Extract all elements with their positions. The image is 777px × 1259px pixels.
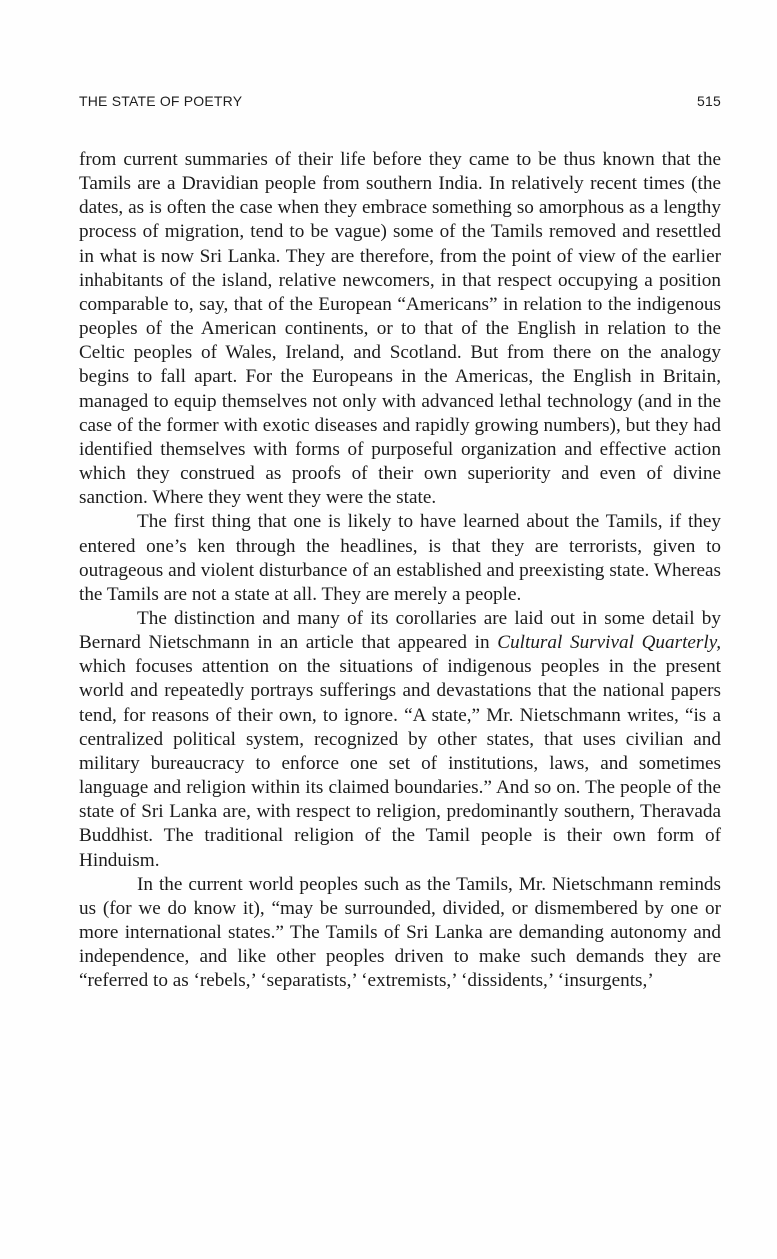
paragraph-3-text-b: which focuses attention on the situations of indigenous peoples in the present world and repeatedly portrays sufferings and devastations that the national papers tend, for reasons of their own, to ignore. “A state,” Mr. Nietschmann writes, “is a centralized political system, recognized by other states, that uses civilian and military bureaucracy to enforce one set of institutions, laws, and sometimes language and religion within its claimed boundaries.” And so on. The people of the state of Sri Lanka are, with respect to religion, predominantly southern, Theravada Buddhist. The traditional religion of the Tamil people is their own form of Hinduism. — [79, 656, 721, 871]
page-number: 515 — [697, 93, 721, 109]
paragraph-1: from current summaries of their life before they came to be thus known that the Tamils are a Dravidian people from southern India. In relatively recent times (the dates, as is often the case when they embrace something so amorphous as a lengthy process of migration, tend to be vague) some of the Tamils removed and resettled in what is now Sri Lanka. They are therefore, from the point of view of the earlier inhabitants of the island, relative newcomers, in that respect occupying a position comparable to, say, that of the European “Americans” in relation to the indigenous peoples of the American continents, or to that of the English in relation to the Celtic peoples of Wales, Ireland, and Scotland. But from there on the analogy begins to fall apart. For the Europeans in the Americas, the English in Britain, managed to equip themselves not only with advanced lethal technology (and in the case of the former with exotic diseases and rapidly growing numbers), but they had identified themselves with forms of purposeful organization and effective action which they construed as proofs of their own superiority and even of divine sanction. Where they went they were the state. — [79, 149, 721, 509]
running-head — [79, 93, 721, 111]
running-head-title: THE STATE OF POETRY — [79, 93, 243, 109]
journal-title: Cultural Survival Quarterly, — [497, 632, 721, 654]
paragraph-3-text-a: The distinction and many of its corollaries are laid out in some detail by Bernard Nietschmann in an article that appeared in — [79, 607, 721, 654]
paragraph-3 — [79, 607, 721, 873]
paragraph-2: The first thing that one is likely to have learned about the Tamils, if they entered one’s ken through the headlines, is that they are terrorists, given to outrageous and violent disturbance of an established and preexisting state. Whereas the Tamils are not a state at all. They are merely a people. — [79, 511, 721, 605]
paragraph-4: In the current world peoples such as the Tamils, Mr. Nietschmann reminds us (for we do know it), “may be surrounded, divided, or dismembered by one or more international states.” The Tamils of Sri Lanka are demanding autonomy and independence, and like other peoples driven to make such demands they are “referred to as ‘rebels,’ ‘separatists,’ ‘extremists,’ ‘dissidents,’ ‘insurgents,’ — [79, 873, 721, 992]
body-text — [79, 148, 721, 993]
